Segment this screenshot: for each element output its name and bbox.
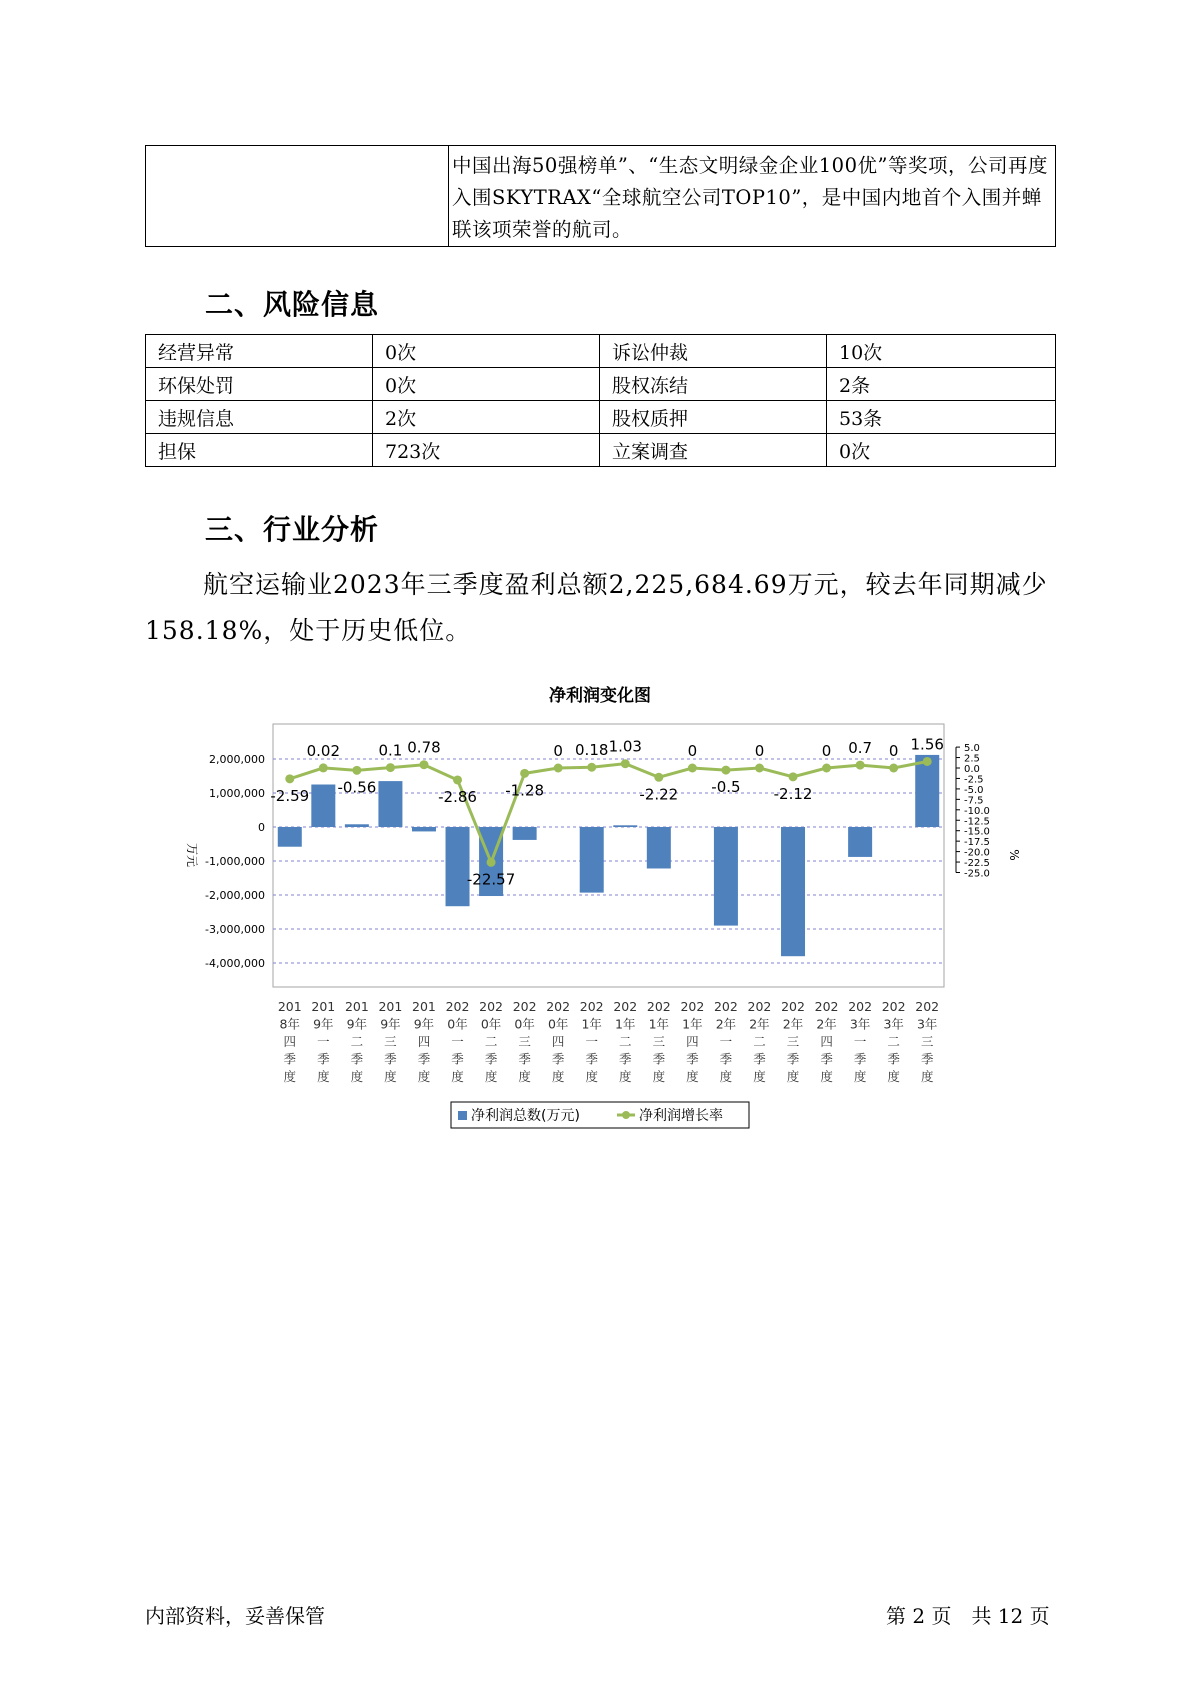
risk-value: 723次 (373, 434, 600, 467)
risk-label: 诉讼仲裁 (600, 335, 827, 368)
x-tick-label: 202 2年一季度 (713, 999, 738, 1084)
y2-tick-label: -22.5 (964, 858, 990, 870)
risk-label: 担保 (146, 434, 373, 467)
y-tick-label: 1,000,000 (209, 787, 265, 800)
y2-axis-label: % (1007, 849, 1021, 861)
data-label: -0.56 (337, 778, 377, 797)
bar (446, 827, 470, 906)
y2-tick-label: -7.5 (964, 795, 984, 807)
bar (311, 785, 335, 828)
line-point (721, 766, 730, 775)
risk-label: 环保处罚 (146, 368, 373, 401)
data-label: -1.28 (505, 781, 545, 800)
data-label: 0.1 (378, 741, 403, 760)
x-tick-label: 201 9年四季度 (412, 999, 436, 1084)
footer-left: 内部资料，妥善保管 (145, 1604, 325, 1628)
x-tick-label: 201 9年一季度 (311, 999, 336, 1084)
y2-tick-label: -25.0 (964, 868, 990, 880)
line-point (419, 760, 428, 769)
line-point (587, 763, 596, 772)
line-point (755, 764, 764, 773)
data-label: -2.59 (270, 786, 310, 805)
line-point (856, 761, 865, 770)
data-label: 0 (888, 742, 899, 760)
y2-tick-label: -10.0 (964, 805, 990, 817)
footer-right: 第 2 页 共 12 页 (886, 1604, 1050, 1628)
bar (580, 827, 604, 893)
bar (278, 827, 302, 847)
line-point (520, 769, 529, 778)
line-point (554, 764, 563, 773)
y2-tick-label: 5.0 (964, 743, 980, 755)
legend-line-marker (622, 1111, 630, 1119)
y-tick-label: -4,000,000 (205, 957, 265, 970)
line-point (923, 757, 932, 766)
legend-bar-swatch (458, 1111, 467, 1120)
risk-value: 0次 (373, 335, 600, 368)
y2-tick-label: -20.0 (964, 847, 990, 859)
bar (378, 781, 402, 827)
data-label: 0.02 (306, 741, 341, 760)
line-point (654, 773, 663, 782)
risk-label: 立案调查 (600, 434, 827, 467)
y2-tick-label: -5.0 (964, 784, 984, 796)
risk-value: 53条 (827, 401, 1056, 434)
bar (781, 827, 805, 956)
line-point (789, 772, 798, 781)
legend (451, 1102, 749, 1128)
y-axis-label: 万元 (185, 842, 199, 868)
risk-label: 股权质押 (600, 401, 827, 434)
y-tick-label: 2,000,000 (209, 753, 265, 766)
data-label: -0.5 (711, 778, 741, 797)
line-point (453, 775, 462, 784)
risk-value: 0次 (827, 434, 1056, 467)
y2-tick-label: -17.5 (964, 837, 990, 849)
x-tick-label: 202 1年四季度 (680, 999, 705, 1084)
x-tick-label: 202 2年三季度 (781, 999, 805, 1084)
x-tick-label: 202 0年四季度 (546, 999, 571, 1084)
x-tick-label: 201 8年四季度 (277, 999, 302, 1084)
industry-paragraph: 航空运输业2023年三季度盈利总额2,225,684.69万元，较去年同期减少158.18%，处于历史低位。 (145, 570, 1048, 645)
plot-area (273, 724, 944, 987)
section-title-industry: 三、行业分析 (205, 513, 380, 546)
x-tick-label: 202 2年四季度 (814, 999, 839, 1084)
chart-title: 净利润变化图 (549, 686, 651, 706)
bar (513, 827, 537, 840)
risk-label: 经营异常 (146, 335, 373, 368)
y2-tick-label: -12.5 (964, 816, 990, 828)
data-label: -2.12 (773, 784, 813, 803)
y-tick-label: -1,000,000 (205, 855, 265, 868)
x-tick-label: 202 0年三季度 (512, 999, 537, 1084)
x-tick-label: 202 1年三季度 (646, 999, 671, 1084)
bar (714, 827, 738, 926)
line-point (487, 858, 496, 867)
data-label: 0 (821, 742, 832, 760)
x-tick-label: 201 9年三季度 (378, 999, 403, 1084)
awards-table-text-cell: 中国出海50强榜单”、“生态文明绿金企业100优”等奖项，公司再度入围SKYTRAX“全球航空公司TOP10”，是中国内地首个入围并蝉联该项荣誉的航司。 (449, 146, 1056, 247)
data-label: 0.7 (848, 739, 873, 758)
line-point (688, 764, 697, 773)
data-label: 0 (754, 742, 765, 760)
x-tick-label: 202 1年一季度 (579, 999, 604, 1084)
x-tick-label: 202 3年一季度 (848, 999, 873, 1084)
bar (647, 827, 671, 868)
x-tick-label: 202 2年二季度 (747, 999, 772, 1084)
bar (848, 827, 872, 857)
y-tick-label: -2,000,000 (205, 889, 265, 902)
risk-value: 0次 (373, 368, 600, 401)
line-point (621, 759, 630, 768)
y2-tick-label: -2.5 (964, 774, 984, 786)
y-axis-ticks (205, 753, 265, 970)
line-point (386, 763, 395, 772)
data-label: 1.56 (910, 735, 944, 754)
y2-tick-label: 2.5 (964, 753, 980, 765)
risk-value: 2次 (373, 401, 600, 434)
x-tick-label: 202 3年三季度 (915, 999, 940, 1084)
data-label: -22.57 (466, 870, 516, 889)
data-label: 0 (687, 742, 698, 760)
line-point (889, 764, 898, 773)
line-point (285, 774, 294, 783)
x-axis-ticks (278, 999, 939, 1084)
risk-label: 违规信息 (146, 401, 373, 434)
risk-value: 2条 (827, 368, 1056, 401)
x-tick-label: 202 3年二季度 (881, 999, 906, 1084)
bar (345, 824, 369, 827)
data-label: -2.86 (438, 787, 477, 806)
line-point (822, 764, 831, 773)
bar (412, 827, 436, 831)
line-point (352, 766, 361, 775)
x-tick-label: 202 1年二季度 (613, 999, 638, 1084)
x-tick-label: 202 0年一季度 (445, 999, 470, 1084)
line-point (319, 763, 328, 772)
risk-label: 股权冻结 (600, 368, 827, 401)
data-label: 0.18 (575, 741, 609, 760)
y2-tick-label: 0.0 (964, 764, 980, 775)
risk-value: 10次 (827, 335, 1056, 368)
legend-item-bar: 净利润总数(万元) (471, 1108, 580, 1124)
x-tick-label: 201 9年二季度 (344, 999, 369, 1084)
data-label: -2.22 (639, 785, 679, 804)
data-label: 0 (553, 742, 563, 760)
y2-tick-label: -15.0 (964, 826, 990, 838)
x-tick-label: 202 0年二季度 (479, 999, 504, 1084)
data-label: 1.03 (608, 737, 642, 756)
bar (613, 825, 637, 827)
y-tick-label: -3,000,000 (205, 923, 265, 936)
y2-axis-ticks (956, 743, 990, 879)
legend-item-line: 净利润增长率 (639, 1108, 723, 1124)
y-tick-label: 0 (258, 821, 265, 834)
data-label: 0.78 (407, 738, 441, 757)
section-title-risk: 二、风险信息 (205, 288, 380, 321)
